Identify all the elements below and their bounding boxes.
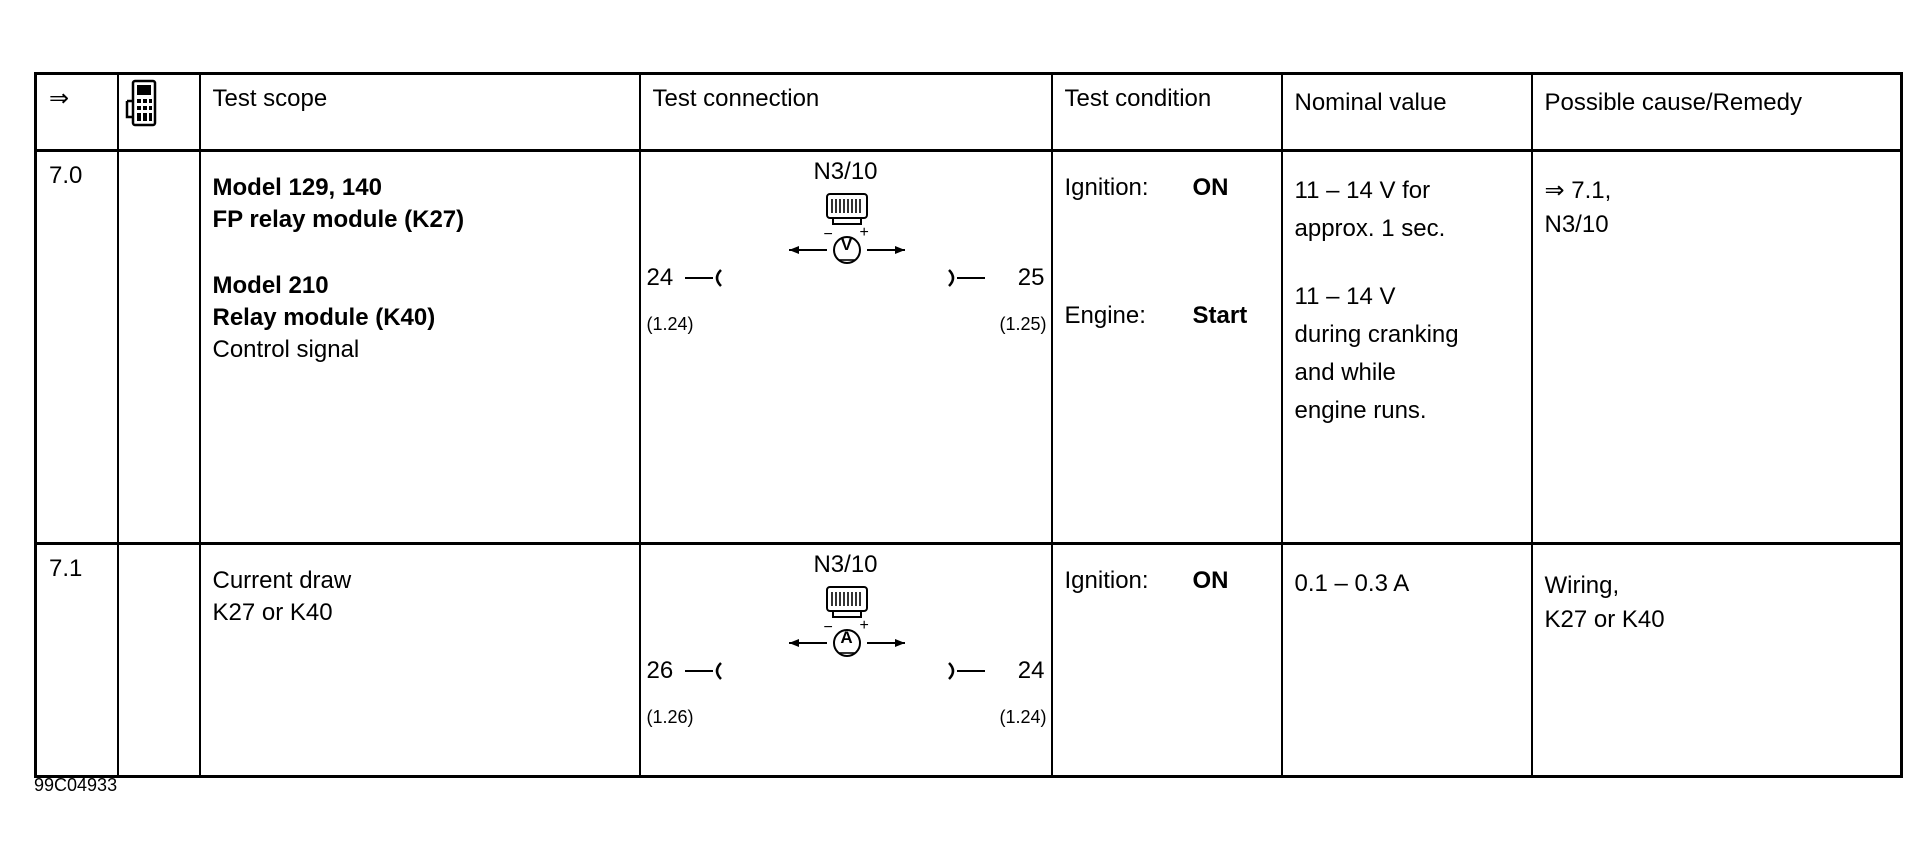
tester-header (118, 74, 200, 151)
remedy-line: Wiring, (1544, 572, 1620, 599)
test-condition-cell (1052, 544, 1282, 777)
remedy-line: ⇒ 7.1, (1544, 177, 1612, 204)
header-test-condition: Test condition (1052, 74, 1282, 151)
condition-label: Ignition: (1064, 174, 1149, 201)
header-test-scope: Test scope (200, 74, 640, 151)
connector-module-icon (827, 194, 867, 224)
connector-module-icon (827, 587, 867, 617)
scope-module-line: FP relay module (K27) (212, 206, 465, 233)
condition-engine (1065, 300, 1269, 332)
condition-value: Start (1192, 302, 1248, 329)
condition-ignition (1065, 565, 1269, 597)
right-pin-number: 25 (1017, 264, 1045, 291)
voltmeter-connection-diagram (641, 152, 1051, 542)
test-scope-cell (200, 544, 640, 777)
module-label: N3/10 (813, 158, 878, 185)
arrow-header-icon: ⇒ (36, 74, 118, 151)
meter-plus: + (859, 617, 869, 634)
right-pin-number: 24 (1017, 657, 1045, 684)
figure-code: 99C04933 (34, 775, 118, 795)
step-number: 7.1 (36, 544, 118, 777)
left-pin-number: 26 (646, 657, 674, 684)
test-procedure-table (34, 72, 1903, 778)
left-pin-reference: (1.24) (646, 314, 694, 334)
step-number: 7.0 (36, 151, 118, 544)
nominal-line: during cranking (1294, 321, 1459, 348)
scope-line: Current draw (212, 567, 352, 594)
left-pin-number: 24 (646, 264, 674, 291)
right-probe-icon (949, 663, 985, 679)
condition-label: Engine: (1064, 302, 1146, 329)
condition-value: ON (1192, 567, 1229, 594)
table-header-row (36, 74, 1902, 151)
table-row-7-0 (36, 151, 1902, 544)
nominal-line: 11 – 14 V for (1294, 177, 1431, 204)
meter-letter: V (840, 235, 853, 254)
handheld-tester-icon (125, 79, 161, 129)
scope-line: K27 or K40 (212, 599, 333, 626)
possible-cause-cell (1532, 151, 1902, 544)
nominal-line: and while (1294, 359, 1396, 386)
remedy-line: N3/10 (1544, 211, 1609, 238)
test-scope-cell (200, 151, 640, 544)
left-pin-reference: (1.26) (646, 707, 694, 727)
condition-label: Ignition: (1064, 567, 1149, 594)
nominal-value-cell (1282, 151, 1532, 544)
right-pin-reference: (1.25) (999, 314, 1047, 334)
tester-cell (118, 151, 200, 544)
meter-plus: + (859, 224, 869, 241)
meter-minus: − (823, 226, 833, 243)
scope-module-line: Relay module (K40) (212, 304, 436, 331)
ammeter-connection-diagram (641, 545, 1051, 775)
left-probe-icon (685, 270, 721, 286)
possible-cause-cell (1532, 544, 1902, 777)
condition-ignition (1065, 172, 1269, 204)
nominal-line: approx. 1 sec. (1294, 215, 1446, 242)
test-connection-cell (640, 151, 1052, 544)
scope-model-line: Model 210 (212, 272, 329, 299)
scope-signal-line: Control signal (212, 336, 360, 363)
meter-letter: A (840, 628, 853, 647)
right-pin-reference: (1.24) (999, 707, 1047, 727)
tester-cell (118, 544, 200, 777)
table-row-7-1 (36, 544, 1902, 777)
nominal-line: engine runs. (1294, 397, 1427, 424)
header-possible-cause: Possible cause/Remedy (1532, 74, 1902, 151)
condition-value: ON (1192, 174, 1229, 201)
nominal-value-cell (1282, 544, 1532, 777)
header-nominal-value: Nominal value (1282, 74, 1532, 151)
meter-minus: − (823, 619, 833, 636)
test-connection-cell (640, 544, 1052, 777)
module-label: N3/10 (813, 551, 878, 578)
test-condition-cell (1052, 151, 1282, 544)
left-probe-icon (685, 663, 721, 679)
header-test-connection: Test connection (640, 74, 1052, 151)
scope-model-line: Model 129, 140 (212, 174, 382, 201)
nominal-line: 0.1 – 0.3 A (1294, 570, 1410, 597)
nominal-line: 11 – 14 V (1294, 283, 1396, 310)
right-probe-icon (949, 270, 985, 286)
remedy-line: K27 or K40 (1544, 606, 1665, 633)
